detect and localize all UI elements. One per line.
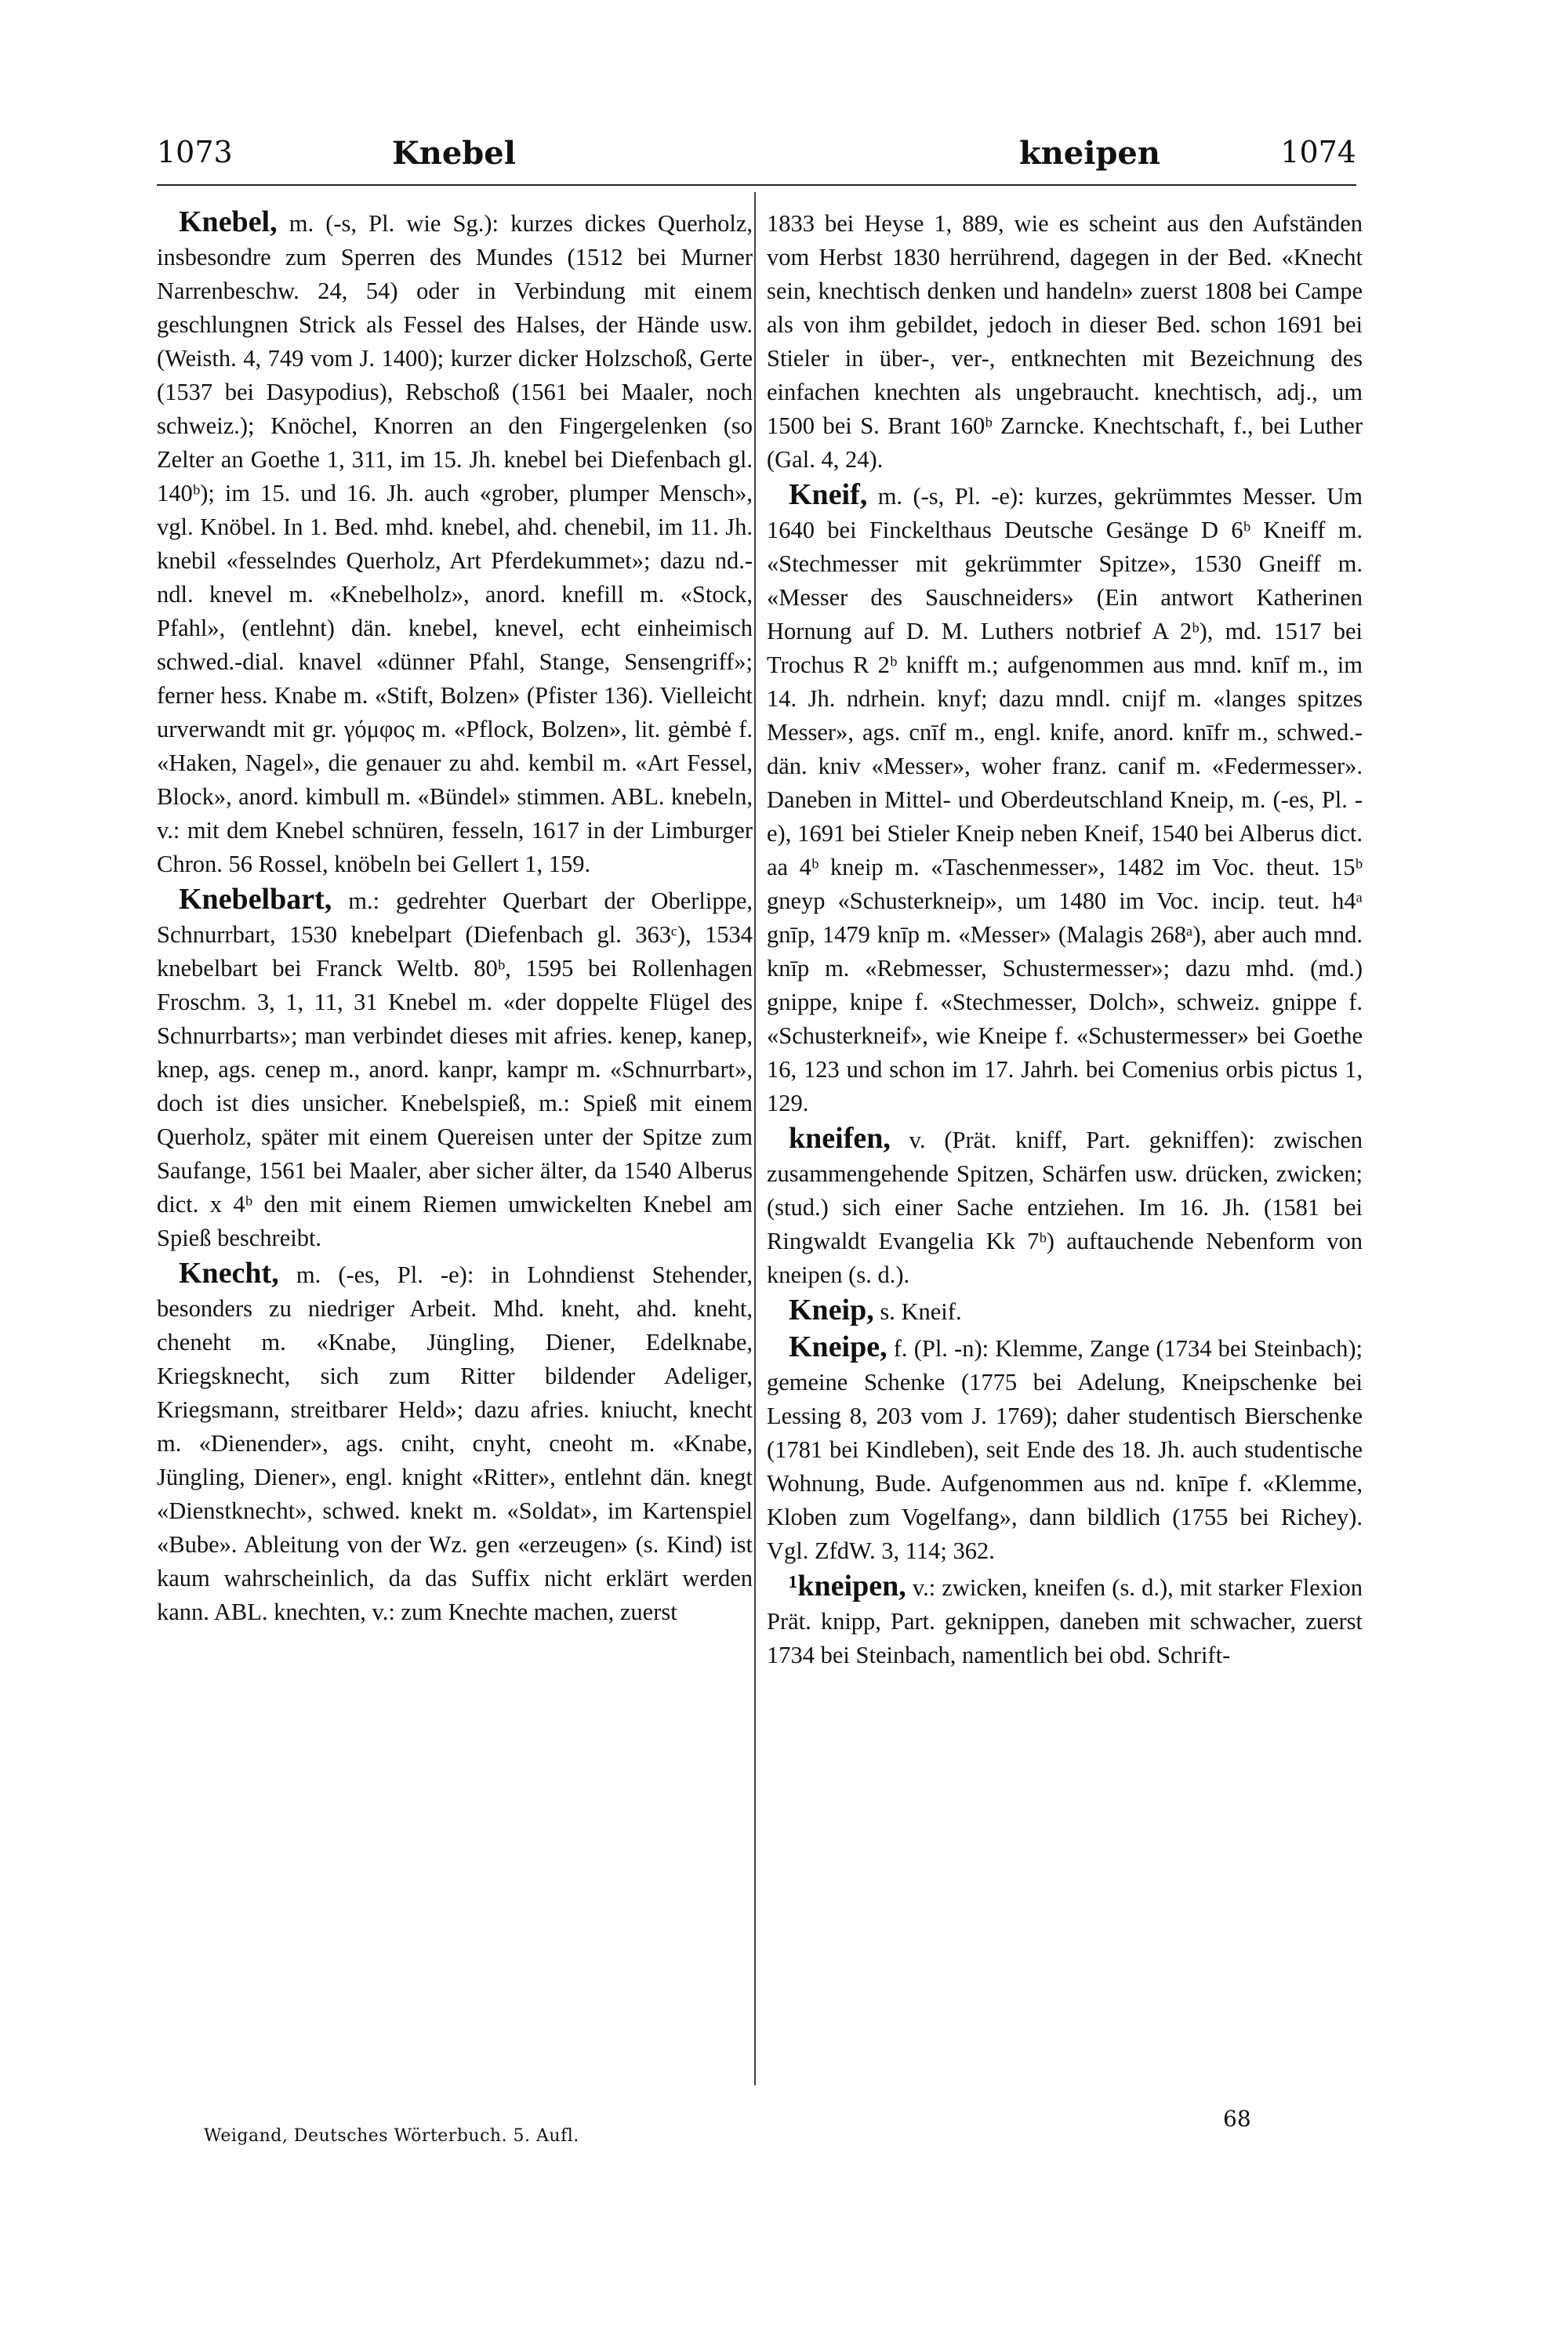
header-rule	[157, 184, 1356, 186]
entry-body: 1833 bei Heyse 1, 889, wie es scheint aus den Aufständen vom Herbst 1830 herrührend, dagegen in der Bed. «Knecht sein, knechtisch denken und handeln» zuerst 1808 bei Campe als von ihm gebildet, jedoch in dieser Bed. schon 1691 bei Stieler in über-, ver-, entknechten mit Bezeichnung des einfachen knechten als ungebraucht. knechtisch, adj., um 1500 bei S. Brant 160ᵇ Zarncke. Knechtschaft, f., bei Luther (Gal. 4, 24).	[767, 210, 1363, 473]
entry-body: s. Kneif.	[873, 1298, 962, 1325]
entry-body: m. (-s, Pl. wie Sg.): kurzes dickes Querholz, insbesondre zum Sperren des Mundes (1512 bei Murner Narrenbeschw. 24, 54) oder in Verbindung mit einem geschlungnen Strick als Fessel des Halses, der Hände usw. (Weisth. 4, 749 vom J. 1400); kurzer dicker Holzschoß, Gerte (1537 bei Dasypodius), Rebschoß (1561 bei Maaler, noch schweiz.); Knöchel, Knorren an den Fingergelenken (so Zelter an Goethe 1, 311, im 15. Jh. knebel bei Diefenbach gl. 140ᵇ); im 15. und 16. Jh. auch «grober, plumper Mensch», vgl. Knöbel. In 1. Bed. mhd. knebel, ahd. chenebil, im 11. Jh. knebil «fesselndes Querholz, Art Pferdekummet»; dazu nd.-ndl. knevel m. «Knebelholz», anord. knefill m. «Stock, Pfahl», (entlehnt) dän. knebel, knevel, echt einheimisch schwed.-dial. knavel «dünner Pfahl, Stange, Sensengriff»; ferner hess. Knabe m. «Stift, Bolzen» (Pfister 136). Vielleicht urverwandt mit gr. γόμφος m. «Pflock, Bolzen», lit. gėmbė f. «Haken, Nagel», die genauer zu ahd. kembil m. «Art Fessel, Block», anord. kimbull m. «Bündel» stimmen. ABL. knebeln, v.: mit dem Knebel schnüren, fesseln, 1617 in der Limburger Chron. 56 Rossel, knöbeln bei Gellert 1, 159.	[157, 210, 753, 877]
running-head-right: kneipen	[1019, 135, 1160, 172]
page-number-right: 1074	[1280, 135, 1356, 169]
entry-knebelbart	[157, 883, 753, 1255]
entry-headword: Knecht,	[179, 1257, 279, 1290]
entry-knebel	[157, 205, 753, 881]
entry-headword: Kneip,	[789, 1294, 874, 1327]
entry-body: v. (Prät. kniff, Part. gekniffen): zwischen zusammengehende Spitzen, Schärfen usw. drücken, zwicken; (stud.) sich einer Sache entziehen. Im 16. Jh. (1581 bei Ringwaldt Evangelia Kk 7ᵇ) auftauchende Nebenform von kneipen (s. d.).	[767, 1127, 1363, 1288]
right-column	[767, 205, 1363, 1674]
entry-kneip	[767, 1294, 1363, 1329]
entry-continuation	[767, 205, 1363, 477]
entry-body: f. (Pl. -n): Klemme, Zange (1734 bei Steinbach); gemeine Schenke (1775 bei Adelung, Kneipschenke bei Lessing 8, 203 vom J. 1769); daher studentisch Bierschenke (1781 bei Kindleben), seit Ende des 18. Jh. auch studentische Wohnung, Bude. Aufgenommen aus nd. knīpe f. «Klemme, Kloben zum Vogelfang», dann bildlich (1755 bei Richey). Vgl. ZfdW. 3, 114; 362.	[767, 1335, 1363, 1564]
entry-kneipe	[767, 1330, 1363, 1568]
entry-headword: Kneif,	[789, 478, 868, 511]
entry-body: m. (-es, Pl. -e): in Lohndienst Stehender, besonders zu niedriger Arbeit. Mhd. kneht, ahd. kneht, cheneht m. «Knabe, Jüngling, Diener, Edelknabe, Kriegsknecht, sich zum Ritter bildender Adeliger, Kriegsmann, streitbarer Held»; dazu afries. kniucht, knecht m. «Dienender», ags. cniht, cnyht, cneoht m. «Knabe, Jüngling, Diener», engl. knight «Ritter», entlehnt dän. knegt «Dienstknecht», schwed. knekt m. «Soldat», im Kartenspiel «Bube». Ableitung von der Wz. gen «erzeugen» (s. Kind) ist kaum wahrscheinlich, da das Suffix nicht erklärt werden kann. ABL. knechten, v.: zum Knechte machen, zuerst	[157, 1261, 753, 1625]
page-number-left: 1073	[157, 135, 233, 169]
column-divider	[754, 192, 756, 2085]
left-column	[157, 205, 753, 1631]
entry-headword: Kneipe,	[789, 1330, 887, 1363]
entry-kneipen	[767, 1570, 1363, 1672]
entry-headword: ¹kneipen,	[789, 1570, 906, 1602]
entry-knecht	[157, 1257, 753, 1629]
entry-body: v.: zwicken, kneifen (s. d.), mit starker Flexion Prät. knipp, Part. geknippen, daneben mit schwacher, zuerst 1734 bei Steinbach, namentlich bei obd. Schrift-	[767, 1574, 1363, 1668]
entry-kneifen	[767, 1122, 1363, 1292]
entry-body: m. (-s, Pl. -e): kurzes, gekrümmtes Messer. Um 1640 bei Finckelthaus Deutsche Gesänge D 6ᵇ Kneiff m. «Stechmesser mit gekrümmter Spitze», 1530 Gneiff m. «Messer des Sauschneiders» (Ein antwort Katherinen Hornung auf D. M. Luthers notbrief A 2ᵇ), md. 1517 bei Trochus R 2ᵇ knifft m.; aufgenommen aus mnd. knīf m., im 14. Jh. ndrhein. knyf; dazu mndl. cnijf m. «langes spitzes Messer», ags. cnīf m., engl. knife, anord. knīfr m., schwed.-dän. kniv «Messer», woher franz. canif m. «Federmesser». Daneben in Mittel- und Oberdeutschland Kneip, m. (-es, Pl. -e), 1691 bei Stieler Kneip neben Kneif, 1540 bei Alberus dict. aa 4ᵇ kneip m. «Taschenmesser», 1482 im Voc. theut. 15ᵇ gneyp «Schusterkneip», um 1480 im Voc. incip. teut. h4ᵃ gnīp, 1479 knīp m. «Messer» (Malagis 268ᵃ), aber auch mnd. knīp m. «Rebmesser, Schustermesser»; dazu mhd. (md.) gnippe, knipe f. «Stechmesser, Dolch», schweiz. gnippe f. «Schusterkneif», wie Kneipe f. «Schustermesser» bei Goethe 16, 123 und schon im 17. Jahrh. bei Comenius orbis pictus 1, 129.	[767, 483, 1363, 1116]
entry-headword: Knebelbart,	[179, 883, 332, 916]
page-header	[157, 135, 1356, 182]
entry-headword: kneifen,	[789, 1122, 891, 1155]
entry-body: m.: gedrehter Querbart der Oberlippe, Schnurrbart, 1530 knebelpart (Diefenbach gl. 363ᶜ), 1534 knebelbart bei Franck Weltb. 80ᵇ, 1595 bei Rollenhagen Froschm. 3, 1, 11, 31 Knebel m. «der doppelte Flügel des Schnurrbarts»; man verbindet dieses mit afries. kenep, kanep, knep, ags. cenep m., anord. kanpr, kampr m. «Schnurrbart», doch ist dies unsicher. Knebelspieß, m.: Spieß mit einem Querholz, später mit einem Quereisen unter der Spitze zum Saufange, 1561 bei Maaler, aber sicher älter, da 1540 Alberus dict. x 4ᵇ den mit einem Riemen umwickelten Knebel am Spieß beschreibt.	[157, 887, 753, 1251]
running-head-left: Knebel	[392, 135, 516, 172]
entry-headword: Knebel,	[179, 205, 278, 238]
page-footer: Weigand, Deutsches Wörterbuch. 5. Aufl.	[204, 2126, 579, 2146]
entry-kneif	[767, 478, 1363, 1120]
signature-mark: 68	[1223, 2106, 1251, 2132]
